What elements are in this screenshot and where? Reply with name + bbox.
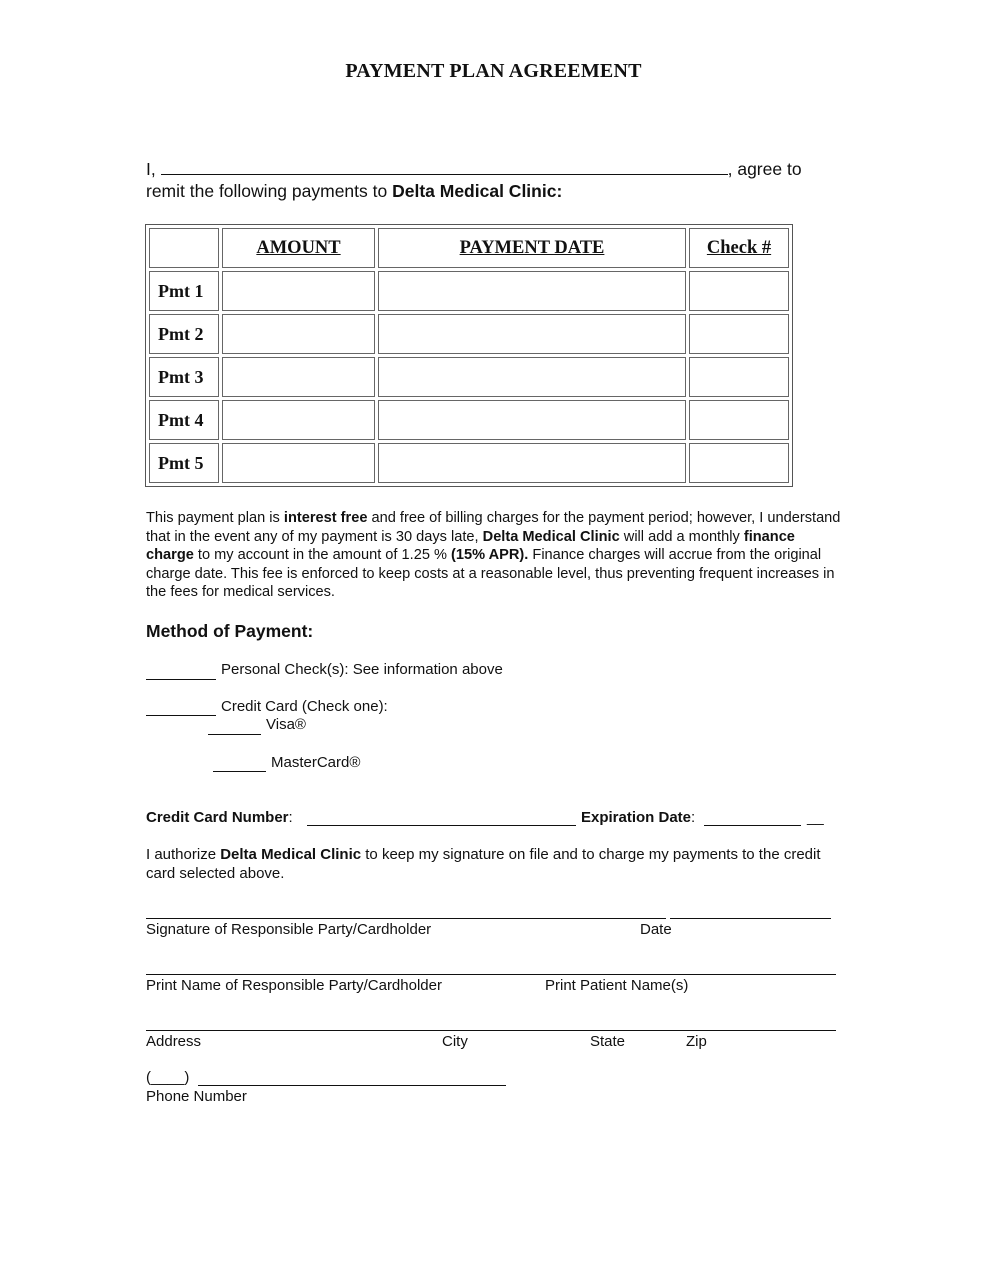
- address-label: Address: [146, 1033, 202, 1050]
- address-line[interactable]: [146, 1030, 836, 1031]
- payment-date-cell[interactable]: [378, 443, 686, 483]
- date-line[interactable]: [670, 918, 831, 919]
- print-name-line[interactable]: [146, 974, 836, 975]
- phone-area-code: (____): [146, 1069, 190, 1086]
- table-row: [149, 357, 789, 397]
- amount-cell[interactable]: [222, 357, 375, 397]
- intro-prefix: I,: [146, 159, 156, 179]
- terms-text: This payment plan is: [146, 510, 284, 526]
- zip-label: Zip: [686, 1033, 707, 1050]
- mastercard-blank[interactable]: [213, 771, 266, 772]
- card-number-colon: :: [288, 809, 293, 826]
- date-label: Date: [640, 921, 672, 938]
- signature-line[interactable]: [146, 918, 666, 919]
- terms-text: to my account in the amount of 1.25 %: [193, 547, 452, 564]
- check-number-cell[interactable]: [689, 314, 789, 354]
- check-number-cell[interactable]: [689, 443, 789, 483]
- document-title: PAYMENT PLAN AGREEMENT: [345, 60, 642, 82]
- visa-blank[interactable]: [208, 734, 261, 735]
- row-label: Pmt 3: [149, 357, 219, 397]
- payment-date-cell[interactable]: [378, 400, 686, 440]
- expiration-field[interactable]: [704, 825, 801, 826]
- amount-cell[interactable]: [222, 400, 375, 440]
- name-blank[interactable]: [161, 160, 728, 175]
- amount-cell[interactable]: [222, 271, 375, 311]
- intro-line2: remit the following payments to: [146, 181, 393, 201]
- table-header-row: [149, 228, 789, 268]
- credit-card-blank[interactable]: [146, 715, 216, 716]
- row-label: Pmt 2: [149, 314, 219, 354]
- table-row: [149, 271, 789, 311]
- terms-paragraph: [146, 509, 846, 602]
- city-label: City: [442, 1033, 468, 1050]
- clinic-name: Delta Medical Clinic: [220, 846, 362, 863]
- card-number-row: [146, 809, 293, 826]
- visa-label: Visa®: [266, 716, 306, 733]
- amount-cell[interactable]: [222, 443, 375, 483]
- check-number-cell[interactable]: [689, 357, 789, 397]
- check-number-cell[interactable]: [689, 271, 789, 311]
- table-header-amount: AMOUNT: [222, 228, 375, 268]
- table-row: [149, 443, 789, 483]
- payment-date-cell[interactable]: [378, 357, 686, 397]
- authorization-paragraph: [146, 846, 836, 883]
- row-label: Pmt 1: [149, 271, 219, 311]
- finance-charge-text: finance charge: [146, 528, 795, 564]
- table-header-check: Check #: [689, 228, 789, 268]
- print-name-label: Print Name of Responsible Party/Cardholder: [146, 977, 442, 994]
- intro-suffix: , agree to: [727, 159, 802, 179]
- card-number-label: Credit Card Number: [146, 809, 289, 826]
- table-row: [149, 400, 789, 440]
- authorize-text: to keep my signature on file and to charge my payments to the credit card selected above.: [146, 846, 821, 882]
- row-label: Pmt 4: [149, 400, 219, 440]
- row-label: Pmt 5: [149, 443, 219, 483]
- clinic-name: Delta Medical Clinic: [482, 528, 620, 545]
- state-label: State: [590, 1033, 626, 1050]
- credit-card-label: Credit Card (Check one):: [221, 698, 388, 715]
- patient-name-label: Print Patient Name(s): [545, 977, 689, 994]
- authorize-text: I authorize: [146, 846, 221, 863]
- personal-check-label: Personal Check(s): See information above: [221, 661, 503, 678]
- payment-date-cell[interactable]: [378, 314, 686, 354]
- method-heading: Method of Payment:: [146, 621, 314, 641]
- table-row: [149, 314, 789, 354]
- terms-text: Finance charges will accrue from the original charge date. This fee is enforced to keep costs at a reasonable level, thus preventing frequent increases in the fees for medical services.: [146, 547, 835, 601]
- phone-field[interactable]: [198, 1085, 506, 1086]
- expiration-tail: __: [807, 809, 824, 826]
- table-header-payment-date: PAYMENT DATE: [378, 228, 686, 268]
- clinic-name: Delta Medical Clinic:: [392, 181, 563, 201]
- phone-label: Phone Number: [146, 1088, 247, 1105]
- intro-statement: [146, 158, 826, 202]
- mastercard-label: MasterCard®: [271, 754, 361, 771]
- signature-label: Signature of Responsible Party/Cardholder: [146, 921, 432, 938]
- terms-text: and free of billing charges for the payment period; however, I understand that in the event any of my payment is 30 days late,: [146, 510, 841, 545]
- apr-text: (15% APR).: [451, 547, 529, 564]
- terms-text: will add a monthly: [619, 528, 744, 545]
- expiration-label: Expiration Date: [581, 809, 692, 826]
- table-header-blank: [149, 228, 219, 268]
- card-number-field[interactable]: [307, 825, 576, 826]
- payment-date-cell[interactable]: [378, 271, 686, 311]
- expiration-row: [581, 809, 695, 826]
- payment-table: [145, 224, 793, 487]
- amount-cell[interactable]: [222, 314, 375, 354]
- personal-check-blank[interactable]: [146, 679, 216, 680]
- check-number-cell[interactable]: [689, 400, 789, 440]
- interest-free-text: interest free: [283, 510, 368, 526]
- expiration-colon: :: [691, 809, 696, 826]
